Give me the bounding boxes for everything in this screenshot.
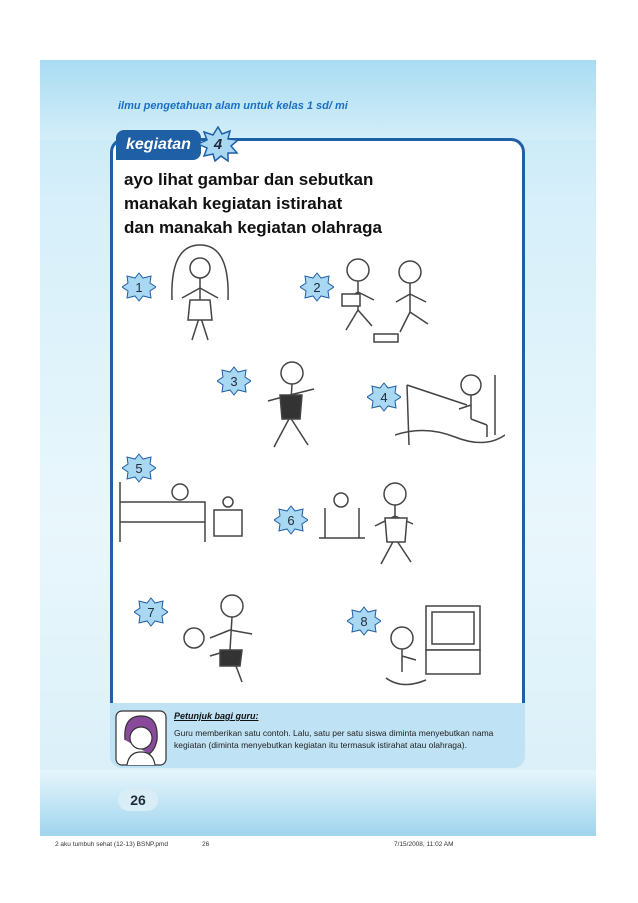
reading-children-illustration bbox=[330, 250, 440, 350]
picture-number-badge-1 bbox=[122, 272, 156, 302]
picture-number-badge-4 bbox=[367, 382, 401, 412]
picture-number: 8 bbox=[360, 614, 368, 629]
activity-number: 4 bbox=[213, 136, 223, 153]
subject-heading: ilmu pengetahuan alam untuk kelas 1 sd/ mi bbox=[118, 100, 348, 112]
picture-number: 3 bbox=[230, 374, 238, 389]
picture-number-badge-5 bbox=[122, 453, 156, 483]
title-line-3: dan manakah kegiatan olahraga bbox=[124, 218, 382, 237]
footer-filename: 2 aku tumbuh sehat (12-13) BSNP.pmd bbox=[55, 841, 168, 848]
picture-number: 6 bbox=[287, 513, 295, 528]
guide-text: Guru memberikan satu contoh. Lalu, satu per satu siswa diminta menyebutkan nama kegiatan (diminta menyebutkan kegiatan itu termasuk istirahat atau olahraga). bbox=[174, 728, 494, 750]
title-line-2: manakah kegiatan istirahat bbox=[124, 194, 343, 213]
footer-timestamp: 7/15/2008, 11:02 AM bbox=[394, 841, 454, 848]
activity-tab bbox=[116, 130, 201, 160]
jump-rope-illustration bbox=[160, 240, 240, 360]
guide-title: Petunjuk bagi guru: bbox=[174, 711, 259, 721]
picture-number-badge-3 bbox=[217, 366, 251, 396]
picture-number-badge-7 bbox=[134, 597, 168, 627]
picture-number: 7 bbox=[147, 605, 155, 620]
activity-number-badge bbox=[196, 126, 240, 162]
page-number: 26 bbox=[118, 789, 158, 811]
picture-number: 5 bbox=[135, 461, 143, 476]
picture-number-badge-2 bbox=[300, 272, 334, 302]
fishing-illustration bbox=[395, 365, 505, 455]
picture-number: 4 bbox=[380, 390, 388, 405]
picture-number: 1 bbox=[135, 280, 143, 295]
picture-number-badge-8 bbox=[347, 606, 381, 636]
table-tennis-illustration bbox=[315, 478, 425, 578]
picture-number: 2 bbox=[313, 280, 321, 295]
soccer-illustration bbox=[180, 590, 270, 690]
activity-title bbox=[124, 168, 454, 240]
activity-tab-label: kegiatan bbox=[126, 136, 191, 153]
title-line-1: ayo lihat gambar dan sebutkan bbox=[124, 170, 374, 189]
watching-tv-illustration bbox=[380, 600, 495, 695]
teacher-avatar-icon bbox=[115, 710, 167, 766]
picture-number-badge-6 bbox=[274, 505, 308, 535]
footer-page: 26 bbox=[202, 841, 210, 848]
martial-arts-illustration bbox=[250, 355, 330, 455]
